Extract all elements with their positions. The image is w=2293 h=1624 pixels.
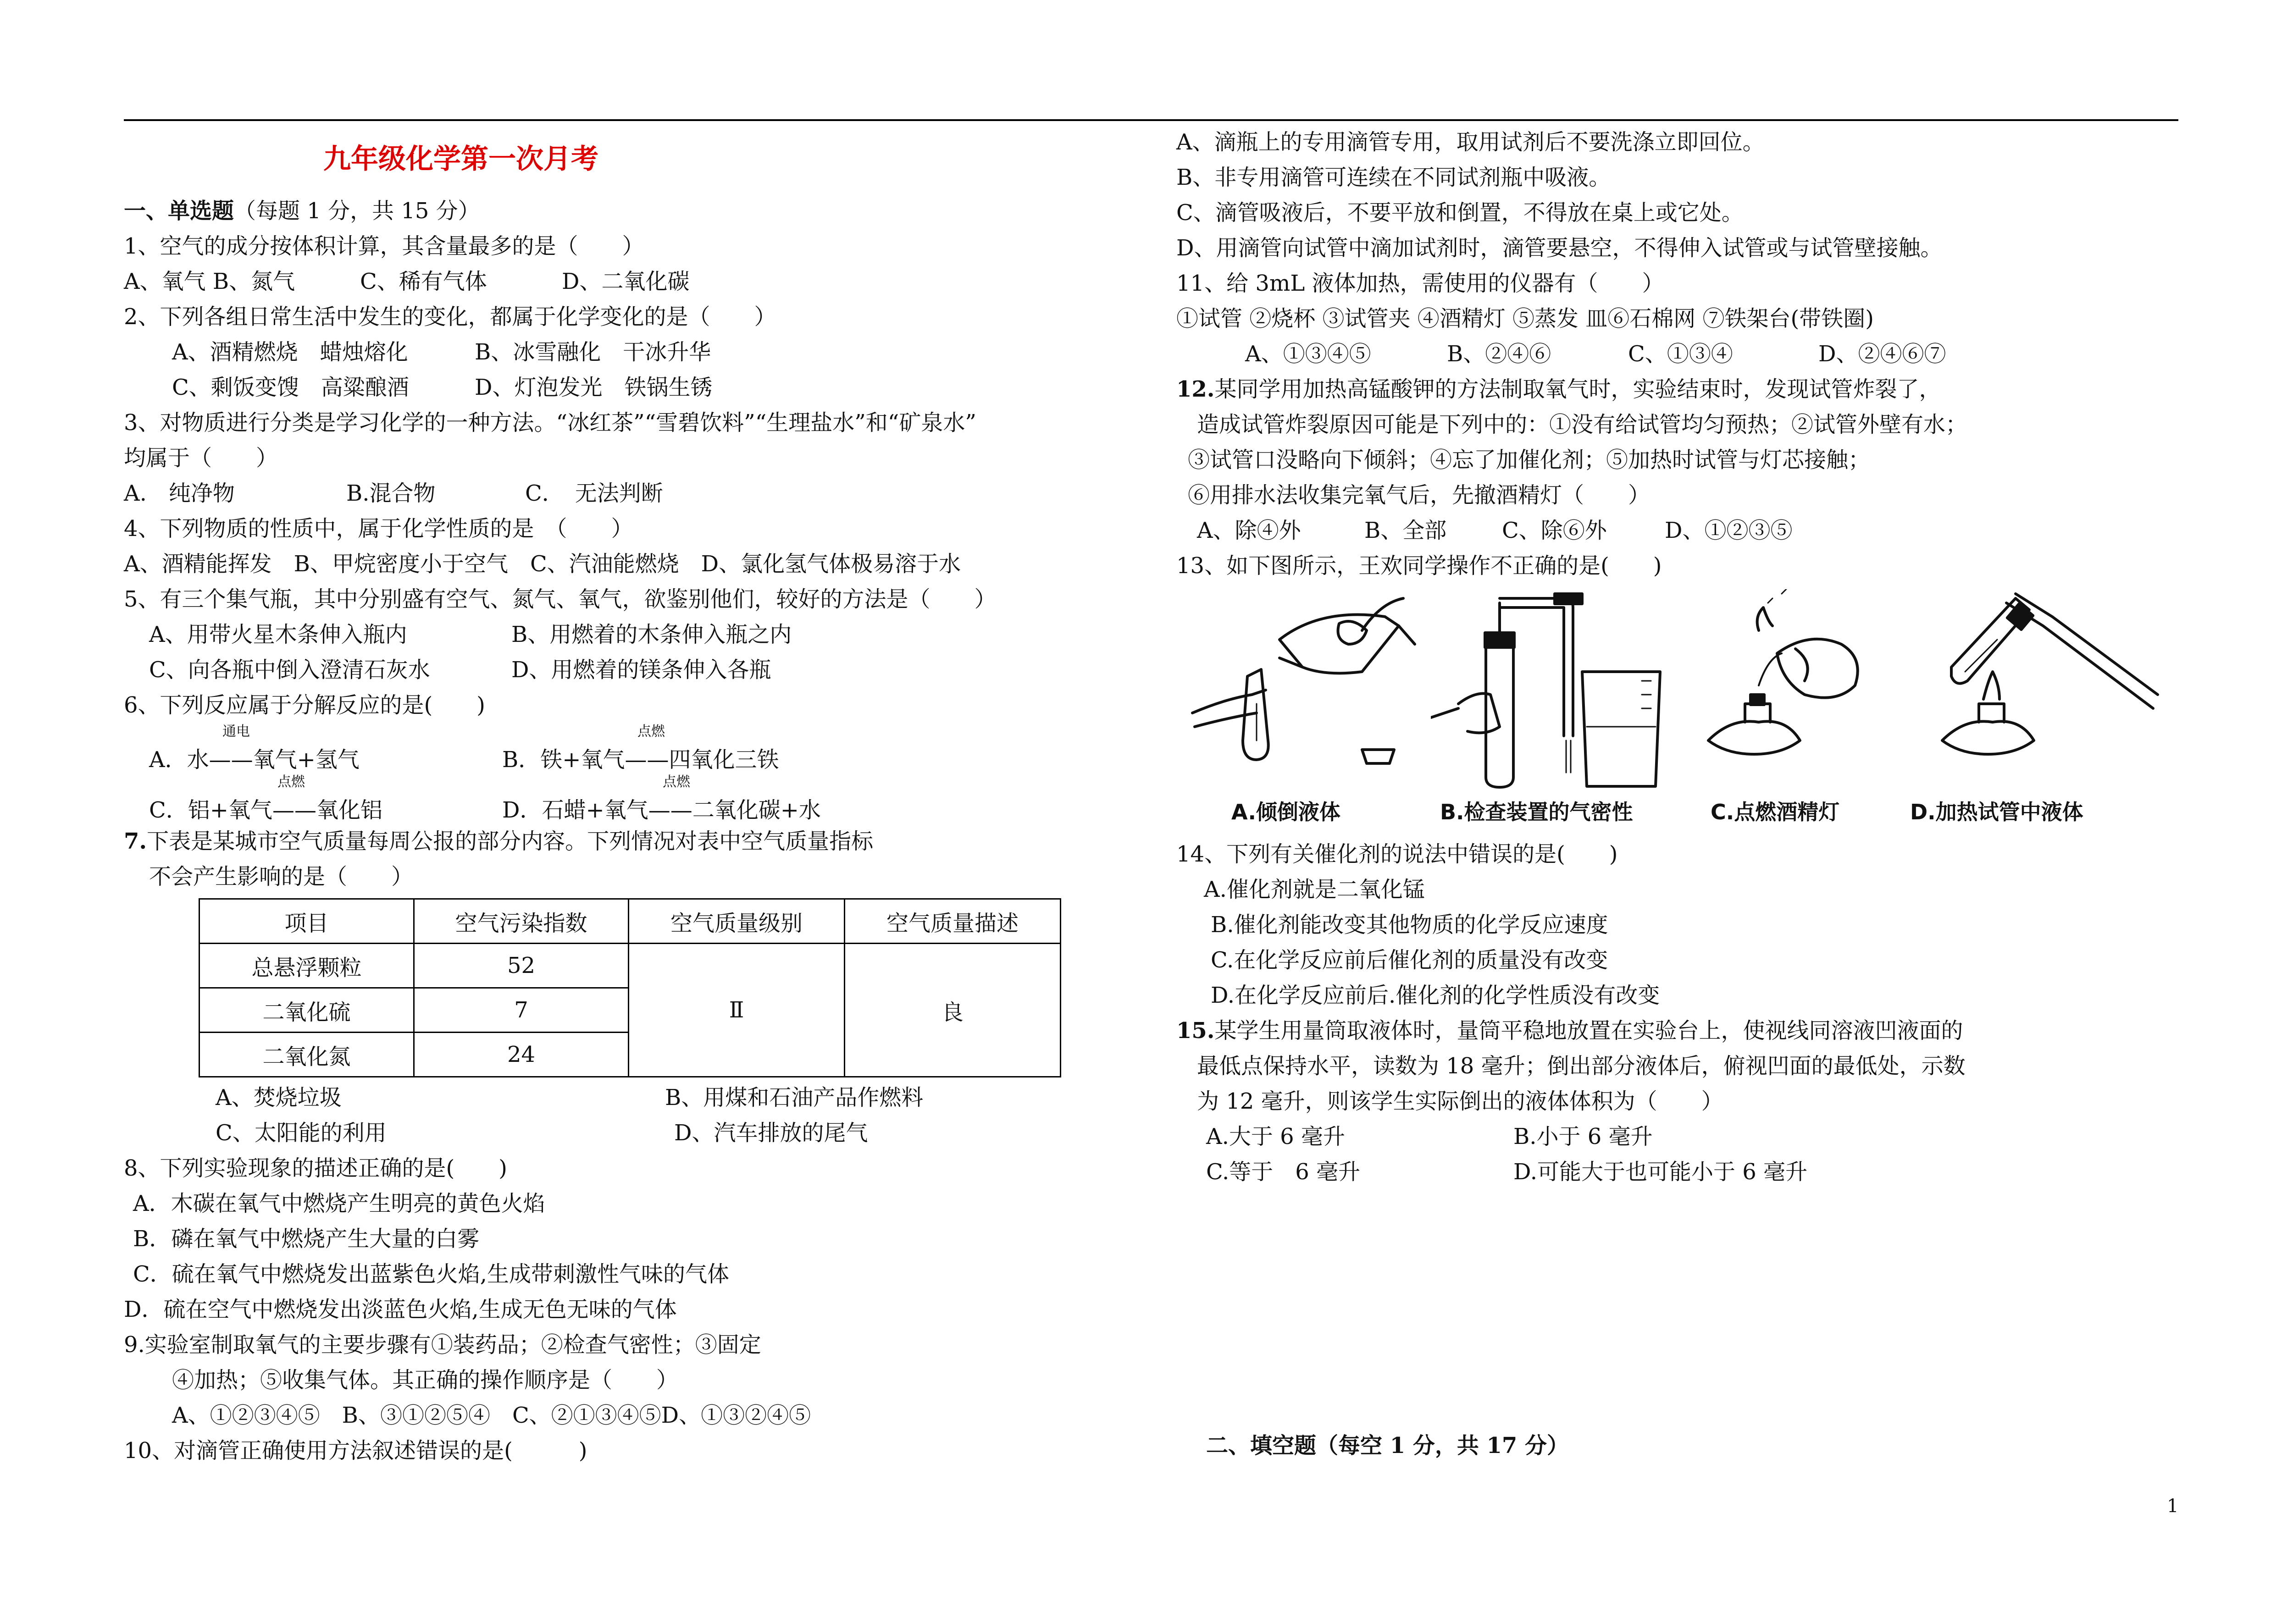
q11-items: ①试管 ②烧杯 ③试管夹 ④酒精灯 ⑤蒸发 皿⑥石棉网 ⑦铁架台(带铁圈) — [1176, 306, 1874, 331]
table-header-cell: 空气质量描述 — [845, 899, 1061, 944]
lighting-lamp-figure — [1690, 589, 1883, 791]
q8-option-d: D．硫在空气中燃烧发出淡蓝色火焰,生成无色无味的气体 — [124, 1297, 677, 1322]
q12-stem-line3: ③试管口没略向下倾斜；④忘了加催化剂；⑤加热时试管与灯芯接触； — [1188, 447, 1871, 473]
q11-option-c: C、①③④ — [1628, 341, 1733, 367]
q15-number: 15. — [1176, 1018, 1215, 1044]
q2-option-b: B、冰雪融化 干冰升华 — [475, 339, 711, 365]
q5-option-c: C、向各瓶中倒入澄清石灰水 — [149, 657, 430, 683]
table-cell-index: 7 — [414, 988, 629, 1033]
page-title: 九年级化学第一次月考 — [323, 143, 598, 175]
q1-option-ab: A、氧气 B、氮气 — [124, 269, 295, 294]
q13-figures — [1176, 589, 2185, 837]
q11-stem: 11、给 3mL 液体加热，需使用的仪器有（ ） — [1176, 271, 1664, 296]
q12-option-d: D、①②③⑤ — [1665, 518, 1793, 543]
q10-option-b: B、非专用滴管可连续在不同试剂瓶中吸液。 — [1176, 165, 1611, 190]
q12-stem-line2: 造成试管炸裂原因可能是下列中的：①没有给试管均匀预热；②试管外壁有水； — [1197, 412, 1968, 437]
caption-airtightness: B.检查装置的气密性 — [1440, 800, 1633, 824]
q14-option-a: A.催化剂就是二氧化锰 — [1204, 877, 1425, 902]
table-cell-level: Ⅱ — [629, 944, 845, 1077]
table-cell-item: 二氧化氮 — [199, 1033, 414, 1077]
page-number: 1 — [2167, 1496, 2179, 1517]
q15-option-c: C.等于 6 毫升 — [1206, 1159, 1361, 1185]
q15-option-a: A.大于 6 毫升 — [1206, 1124, 1345, 1149]
q8-stem: 8、下列实验现象的描述正确的是( ) — [124, 1155, 507, 1181]
q7-options-row2 — [124, 1116, 1146, 1151]
q3-options — [124, 476, 1146, 511]
q3-option-b: B.混合物 — [346, 481, 436, 506]
q12-stem-line4: ⑥用排水法收集完氧气后，先撤酒精灯（ ） — [1188, 482, 1651, 508]
q8-option-c: C．硫在氧气中燃烧发出蓝紫色火焰,生成带刺激性气味的气体 — [133, 1261, 729, 1287]
q15-option-d: D.可能大于也可能小于 6 毫升 — [1513, 1159, 1808, 1185]
q5-option-d: D、用燃着的镁条伸入各瓶 — [511, 657, 771, 683]
table-cell-index: 24 — [414, 1033, 629, 1077]
q2-option-c: C、剩饭变馊 高粱酿酒 — [172, 375, 409, 400]
table-cell-description: 良 — [845, 944, 1061, 1077]
left-column — [124, 125, 1146, 1469]
q15-stem-text: 某学生用量筒取液体时，量筒平稳地放置在实验台上，使视线同溶液凹液面的 — [1214, 1018, 1963, 1044]
q7-option-c: C、太阳能的利用 — [216, 1120, 387, 1146]
section1-note: （每题 1 分，共 15 分） — [234, 198, 480, 224]
table-cell-item: 二氧化硫 — [199, 988, 414, 1033]
q7-option-b: B、用煤和石油产品作燃料 — [665, 1085, 924, 1110]
q7-options-row1 — [124, 1080, 1146, 1116]
q3-stem-line1: 3、对物质进行分类是学习化学的一种方法。“冰红茶”“雪碧饮料”“生理盐水”和“矿泉水” — [124, 410, 976, 436]
q5-options-row1 — [124, 617, 1146, 652]
q7-option-d: D、汽车排放的尾气 — [674, 1120, 868, 1146]
q2-option-a: A、酒精燃烧 蜡烛熔化 — [172, 339, 408, 365]
q12-option-c: C、除⑥外 — [1502, 518, 1607, 543]
heating-liquid-figure — [1924, 589, 2162, 791]
q9-stem-line2: ④加热；⑤收集气体。其正确的操作顺序是（ ） — [172, 1367, 679, 1393]
q6-c-condition: 点燃 — [277, 774, 305, 790]
table-cell-index: 52 — [414, 944, 629, 988]
q2-options-row2 — [124, 370, 1146, 405]
top-rule — [124, 119, 2178, 121]
q6-option-b: B．铁+氧气——四氧化三铁 — [502, 747, 779, 773]
q12-option-b: B、全部 — [1364, 518, 1447, 543]
q5-option-a: A、用带火星木条伸入瓶内 — [149, 622, 407, 647]
airtightness-check-figure — [1431, 589, 1669, 791]
q11-options — [1176, 337, 2185, 372]
q10-stem: 10、对滴管正确使用方法叙述错误的是( ) — [124, 1438, 587, 1464]
q7-stem-line1 — [124, 824, 1146, 859]
q15-stem-line3: 为 12 毫升，则该学生实际倒出的液体体积为（ ） — [1197, 1088, 1723, 1114]
q15-option-b: B.小于 6 毫升 — [1513, 1124, 1653, 1149]
q7-number: 7. — [124, 829, 147, 854]
right-column — [1176, 125, 2185, 1464]
q12-stem-line1 — [1176, 372, 2185, 407]
q14-option-b: B.催化剂能改变其他物质的化学反应速度 — [1211, 912, 1608, 938]
table-header-row — [199, 899, 1061, 944]
q14-option-d: D.在化学反应前后.催化剂的化学性质没有改变 — [1211, 983, 1660, 1008]
caption-heating-liquid: D.加热试管中液体 — [1910, 800, 2083, 824]
q9-stem-line1: 9.实验室制取氧气的主要步骤有①装药品；②检查气密性；③固定 — [124, 1332, 761, 1358]
q13-stem: 13、如下图所示，王欢同学操作不正确的是( ) — [1176, 553, 1662, 579]
table-cell-item: 总悬浮颗粒 — [199, 944, 414, 988]
q6-option-c: C．铝+氧气——氧化铝 — [149, 797, 382, 823]
q14-stem: 14、下列有关催化剂的说法中错误的是( ) — [1176, 841, 1618, 867]
q10-option-a: A、滴瓶上的专用滴管专用，取用试剂后不要洗涤立即回位。 — [1176, 129, 1765, 155]
pouring-liquid-figure — [1188, 589, 1417, 791]
q6-options-row2 — [124, 773, 1146, 824]
section2-label: 二、填空题（每空 1 分，共 17 分） — [1206, 1433, 1569, 1458]
q2-option-d: D、灯泡发光 铁锅生锈 — [475, 375, 713, 400]
q15-options-row2 — [1176, 1154, 2185, 1190]
q8-option-b: B．磷在氧气中燃烧产生大量的白雾 — [133, 1226, 480, 1252]
table-header-cell: 空气污染指数 — [414, 899, 629, 944]
q1-option-c: C、稀有气体 — [360, 269, 487, 294]
q10-option-d: D、用滴管向试管中滴加试剂时，滴管要悬空，不得伸入试管或与试管壁接触。 — [1176, 235, 1943, 261]
table-header-cell: 项目 — [199, 899, 414, 944]
q14-option-c: C.在化学反应前后催化剂的质量没有改变 — [1211, 947, 1608, 973]
q4-stem: 4、下列物质的性质中，属于化学性质的是 （ ） — [124, 516, 633, 541]
q11-option-d: D、②④⑥⑦ — [1818, 341, 1946, 367]
caption-lighting-lamp: C.点燃酒精灯 — [1711, 800, 1840, 824]
q12-options — [1176, 513, 2185, 548]
q6-option-d: D．石蜡+氧气——二氧化碳+水 — [502, 797, 821, 823]
q12-number: 12. — [1176, 376, 1215, 402]
q11-option-a: A、①③④⑤ — [1245, 341, 1371, 367]
q15-stem-line1 — [1176, 1013, 2185, 1049]
section1-heading — [124, 193, 1146, 229]
section1-label: 一、单选题 — [124, 198, 234, 224]
q15-options-row1 — [1176, 1119, 2185, 1154]
q1-stem: 1、空气的成分按体积计算，其含量最多的是（ ） — [124, 233, 644, 259]
q7-stem-text: 下表是某城市空气质量每周公报的部分内容。下列情况对表中空气质量指标 — [147, 829, 874, 854]
q6-b-condition: 点燃 — [637, 724, 665, 740]
q3-option-a: A. 纯净物 — [124, 481, 235, 506]
table-header-cell: 空气质量级别 — [629, 899, 845, 944]
q5-option-b: B、用燃着的木条伸入瓶之内 — [511, 622, 792, 647]
q3-option-c: C． 无法判断 — [525, 481, 663, 506]
q1-option-d: D、二氧化碳 — [562, 269, 690, 294]
q8-option-a: A．木碳在氧气中燃烧产生明亮的黄色火焰 — [133, 1191, 545, 1216]
caption-pouring-liquid: A.倾倒液体 — [1231, 800, 1340, 824]
q6-options-row1 — [124, 723, 1146, 773]
q6-a-condition: 通电 — [222, 724, 250, 740]
q11-option-b: B、②④⑥ — [1447, 341, 1551, 367]
table-row — [199, 944, 1061, 988]
q5-stem: 5、有三个集气瓶，其中分别盛有空气、氮气、氧气，欲鉴别他们，较好的方法是（ ） — [124, 586, 997, 612]
air-quality-table — [199, 898, 1061, 1077]
q2-options-row1 — [124, 335, 1146, 370]
q4-options: A、酒精能挥发 B、甲烷密度小于空气 C、汽油能燃烧 D、氯化氢气体极易溶于水 — [124, 551, 961, 577]
q12-stem-text: 某同学用加热高锰酸钾的方法制取氧气时，实验结束时，发现试管炸裂了， — [1214, 376, 1941, 402]
q6-option-a: A．水——氧气+氢气 — [149, 747, 360, 773]
q7-option-a: A、焚烧垃圾 — [216, 1085, 342, 1110]
q5-options-row2 — [124, 652, 1146, 688]
q6-stem: 6、下列反应属于分解反应的是( ) — [124, 692, 485, 718]
q2-stem: 2、下列各组日常生活中发生的变化，都属于化学变化的是（ ） — [124, 304, 776, 330]
q15-stem-line2: 最低点保持水平，读数为 18 毫升；倒出部分液体后，俯视凹面的最低处，示数 — [1197, 1053, 1966, 1079]
q7-stem-line2: 不会产生影响的是（ ） — [149, 864, 414, 889]
q6-d-condition: 点燃 — [663, 774, 690, 790]
q9-options: A、①②③④⑤ B、③①②⑤④ C、②①③④⑤D、①③②④⑤ — [172, 1403, 811, 1428]
q10-option-c: C、滴管吸液后，不要平放和倒置，不得放在桌上或它处。 — [1176, 200, 1744, 226]
q1-options — [124, 264, 1146, 299]
q3-stem-line2: 均属于（ ） — [124, 445, 278, 471]
q12-option-a: A、除④外 — [1197, 518, 1301, 543]
section2-heading — [1176, 1428, 2185, 1464]
